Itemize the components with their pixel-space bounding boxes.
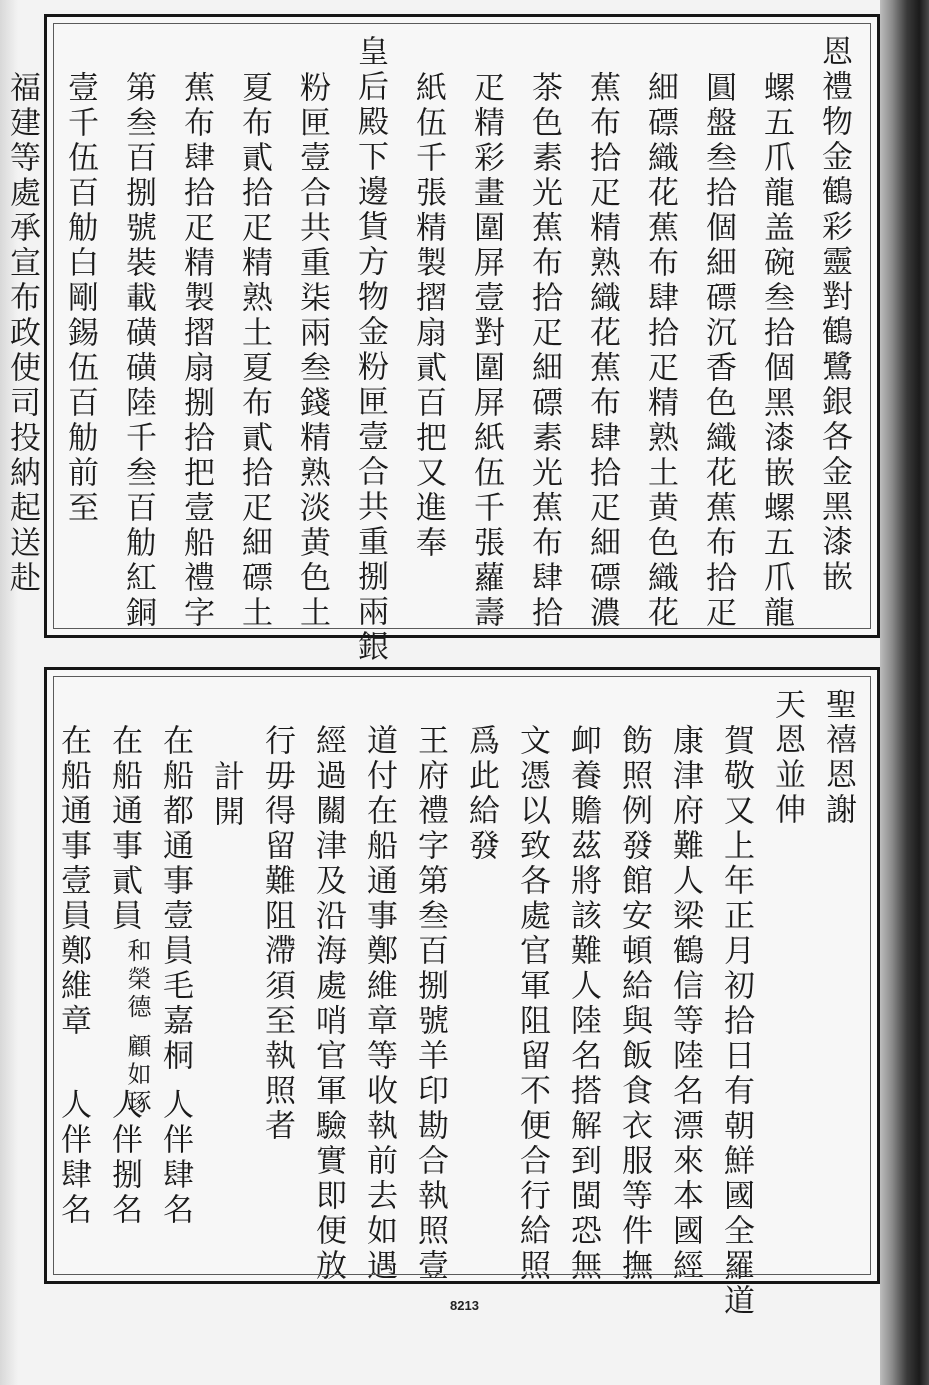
lower-column-10: 道付在船通事鄭維章等收執前去如遇 <box>361 724 397 1284</box>
upper-column-10: 粉匣壹合共重柒兩叁錢精熟淡黄色土 <box>294 71 330 631</box>
lower-column-11: 經過關津及沿海處哨官軍驗實即便放 <box>310 724 346 1284</box>
upper-column-3: 圓盤叁拾個細磦沉香色織花蕉布拾疋 <box>700 71 736 631</box>
lower-column-7: 文憑以致各處官軍阻留不便合行給照 <box>514 724 550 1284</box>
lower-column-1: 聖禧恩謝 <box>820 688 856 828</box>
crew-entry-2-names: 和榮德 顧如琢 <box>123 938 151 1118</box>
crew-entry-2: 在船通事貳員 <box>106 724 142 934</box>
crew-entry-2-attendants: 人伴捌名 <box>106 1088 142 1228</box>
upper-text-columns <box>4 35 863 665</box>
lower-column-8: 爲此給發 <box>463 724 499 864</box>
upper-column-9: 皇后殿下邊貨方物金粉匣壹合共重捌兩銀 <box>352 35 388 665</box>
upper-column-4: 細磦織花蕉布肆拾疋精熟土黄色織花 <box>642 71 678 631</box>
lower-column-6: 卹養贍茲將該難人陸名搭解到閩恐無 <box>565 724 601 1284</box>
lower-column-5: 飭照例發館安頓給與飯食衣服等件撫 <box>616 724 652 1284</box>
upper-column-6: 茶色素光蕉布拾疋細磦素光蕉布肆拾 <box>526 71 562 631</box>
upper-column-1: 恩禮物金鶴彩靈對鶴鷺銀各金黑漆嵌 <box>816 35 852 595</box>
upper-column-12: 蕉布肆拾疋精製摺扇捌拾把壹船禮字 <box>178 71 214 631</box>
lower-column-12: 行毋得留難阻滯須至執照者 <box>259 724 295 1144</box>
upper-column-11: 夏布貳拾疋精熟土夏布貳拾疋細磦土 <box>236 71 272 631</box>
upper-column-8: 紙伍千張精製摺扇貳百把又進奉 <box>410 71 446 561</box>
crew-entry-1: 在船都通事壹員毛嘉桐 <box>157 724 193 1074</box>
upper-column-15: 福建等處承宣布政使司投納起送赴 <box>4 71 40 596</box>
crew-entry-1-attendants: 人伴肆名 <box>157 1088 193 1228</box>
crew-entry-3: 在船通事壹員鄭維章 <box>55 724 91 1039</box>
lower-column-4: 康津府難人梁鶴信等陸名漂來本國經 <box>667 724 703 1284</box>
upper-column-5: 蕉布拾疋精熟織花蕉布肆拾疋細磦濃 <box>584 71 620 631</box>
lower-column-16 <box>47 688 98 1271</box>
upper-text-panel <box>4 14 880 665</box>
upper-column-2: 螺五爪龍盖碗叁拾個黑漆嵌螺五爪龍 <box>758 71 794 631</box>
crew-entry-3-attendants: 人伴肆名 <box>55 1088 91 1228</box>
upper-column-14: 壹千伍百觔白剛錫伍百觔前至 <box>62 71 98 526</box>
lower-column-2: 天恩並伸 <box>769 688 805 828</box>
lower-column-9: 王府禮字第叁百捌號羊印勘合執照壹 <box>412 724 448 1284</box>
lower-column-14 <box>149 688 200 1271</box>
upper-column-13: 第叁百捌號裝載磺磺陸千叁百觔紅銅 <box>120 71 156 631</box>
book-spine-shadow <box>880 0 929 1385</box>
lower-column-13: 計開 <box>208 760 244 830</box>
lower-column-3: 賀敬又上年正月初拾日有朝鮮國全羅道 <box>718 724 754 1319</box>
page-number: 8213 <box>450 1298 479 1313</box>
lower-column-15 <box>98 688 149 1271</box>
upper-column-7: 疋精彩畫圍屏壹對圍屏紙伍千張蘿壽 <box>468 71 504 631</box>
